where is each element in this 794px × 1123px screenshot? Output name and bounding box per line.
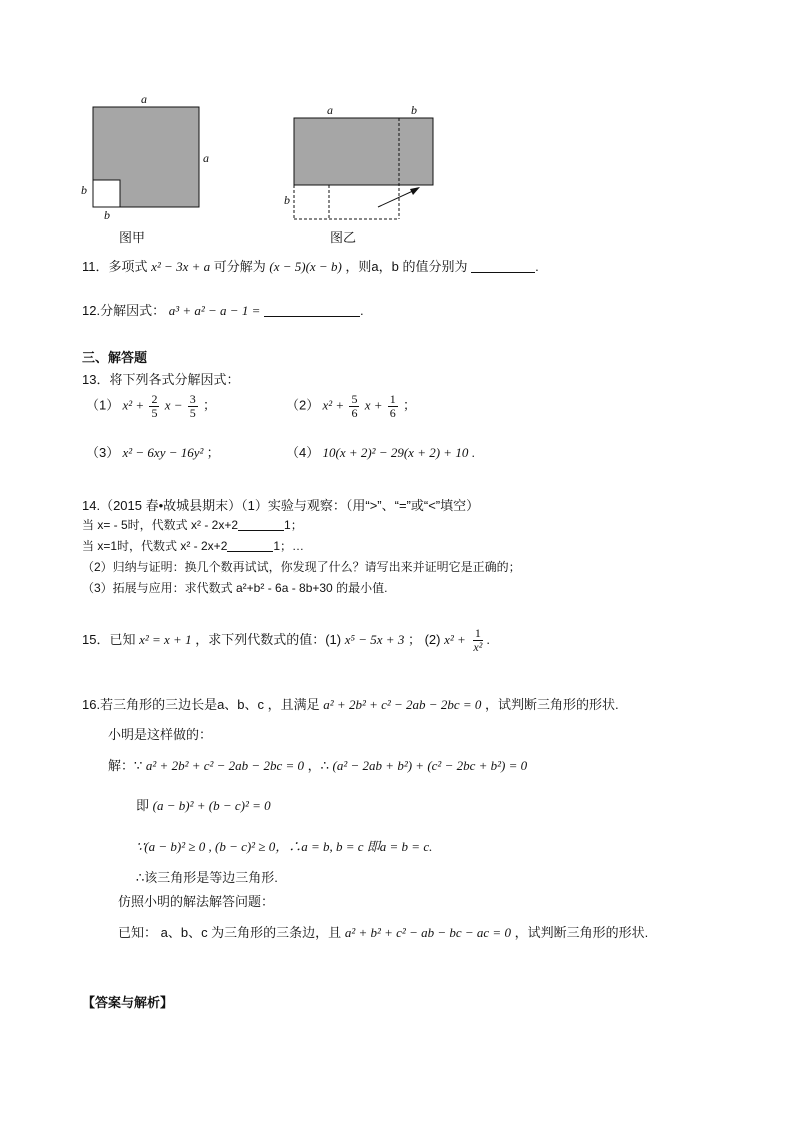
q14-line3-post: 1；… [273, 539, 305, 553]
q13-p1-frac1-num: 2 [151, 392, 158, 406]
q15-prefix: 15．已知 [82, 631, 136, 647]
q11-factors: (x − 5)(x − b) [269, 259, 342, 274]
q16-line2: 小明是这样做的： [108, 727, 213, 742]
q13-p1-pre: x² + [122, 397, 145, 413]
q16-line4-pre: 即 [136, 798, 150, 813]
q13-p2-frac1-num: 5 [351, 392, 358, 406]
fig-yi-top-label-b: b [411, 103, 417, 117]
q16-line1-expr: a² + 2b² + c² − 2ab − 2bc = 0 [323, 697, 482, 712]
q14-line4: （2）归纳与证明：换几个数再试试，你发现了什么？请写出来并证明它是正确的； [82, 560, 521, 574]
q14-line3 [82, 537, 304, 554]
fig-yi-top-label-a: a [327, 103, 333, 117]
question-11 [82, 256, 539, 275]
q16-line3-expr2: (a² − 2ab + b²) + (c² − 2bc + b²) = 0 [332, 758, 528, 773]
q12-prefix: 12.分解因式： [82, 303, 166, 318]
fig-yi-left-label: b [284, 193, 290, 207]
q13-p2-frac2-den: 6 [389, 406, 396, 420]
q13-p1-end: ； [202, 397, 216, 413]
q13-p3-expr: x² − 6xy − 16y² [122, 445, 204, 460]
fig-jia-bottom-label: b [104, 208, 110, 222]
q11-mid: 可分解为 [213, 259, 266, 274]
q16-line1 [82, 694, 619, 713]
q13-p1-frac2-num: 3 [189, 392, 196, 406]
q16-line5-a: ∵(a − b)² ≥ 0 [136, 839, 206, 854]
q14-line1: 14.（2015 春•故城县期末）（1）实验与观察：（用“>”、“=”或“<”填空） [82, 498, 480, 513]
q11-poly: x² − 3x + a [151, 259, 211, 274]
q14-line2-pre: 当 x= - 5时，代数式 x² - 2x+2 [82, 518, 239, 532]
q15-frac-den: x² [473, 640, 483, 654]
fig-yi-arrow-line [378, 190, 415, 207]
fig-jia-top-label: a [141, 92, 147, 106]
q16-line5-b: , (b − c)² ≥ 0，∴a = b, b = c 即a = b = c. [208, 839, 433, 854]
q13-p2-end: ； [402, 397, 416, 413]
q14-line5: （3）拓展与应用：求代数式 a²+b² - 6a - 8b+30 的最小值. [82, 581, 388, 595]
q16-line1-post: ，试判断三角形的形状. [485, 697, 619, 712]
q13-p4-end: . [471, 445, 475, 460]
q13-p1-num: （1） [86, 397, 120, 413]
q16-line3-pre: 解：∵ [108, 758, 143, 773]
q16-line8-expr: a² + b² + c² − ab − bc − ac = 0 [344, 925, 511, 940]
answer-header: 【答案与解析】 [82, 995, 174, 1010]
q13-p3-end: ； [206, 445, 220, 460]
q14-blank-1[interactable] [238, 518, 284, 531]
fig-jia-right-label: a [203, 151, 209, 165]
q13-p4-num: （4） [286, 445, 320, 460]
q16-line8-pre: 已知： a、b、c 为三角形的三条边，且 [118, 925, 342, 940]
fig-jia-caption: 图甲 [119, 230, 146, 245]
q14-line2-post: 1； [284, 518, 303, 532]
q13-p3-num: （3） [86, 445, 120, 460]
q16-line3-mid: ，∴ [307, 758, 329, 773]
fig-yi-rectangle [294, 118, 433, 185]
q13-p2-pre: x² + [322, 397, 345, 413]
q16-line4-expr: (a − b)² + (b − c)² = 0 [152, 798, 271, 813]
q16-line8 [118, 922, 648, 941]
q13-p1-frac2-den: 5 [189, 406, 196, 420]
q13-p2-num: （2） [286, 397, 320, 413]
q13-part1 [86, 393, 216, 420]
figures-svg [0, 0, 794, 260]
q16-line7: 仿照小明的解法解答问题： [118, 894, 275, 909]
q14-blank-2[interactable] [227, 539, 273, 552]
q16-line3 [108, 755, 527, 774]
q16-line1-pre: 16.若三角形的三边长是a、b、c ，且满足 [82, 697, 320, 712]
q15-mid: ，求下列代数式的值：(1) [195, 631, 342, 647]
question-12 [82, 300, 364, 319]
q13-part4 [286, 442, 475, 461]
q13-part3 [86, 442, 220, 461]
q15-end: . [486, 631, 490, 647]
q14-line2 [82, 516, 303, 533]
q13-p2-frac1-den: 6 [351, 406, 358, 420]
q16-line8-post: ，试判断三角形的形状. [514, 925, 649, 940]
q12-end: . [359, 303, 364, 318]
q11-answer-blank[interactable] [471, 260, 535, 273]
question-15 [82, 627, 490, 654]
q14-line3-pre: 当 x=1时，代数式 x² - 2x+2 [82, 539, 228, 553]
q13-p1-frac1-den: 5 [151, 406, 158, 420]
q13-p2-frac2-num: 1 [389, 392, 396, 406]
q16-line4 [136, 795, 271, 814]
q16-line3-expr1: a² + 2b² + c² − 2ab − 2bc = 0 [145, 758, 305, 773]
q11-prefix: 11．多项式 [82, 259, 148, 274]
q15-given: x² = x + 1 [139, 631, 192, 647]
q15-sep: ； (2) [407, 631, 441, 647]
q12-answer-blank[interactable] [264, 304, 360, 317]
q16-line5 [136, 836, 432, 855]
fig-yi-arrow-head [410, 187, 420, 195]
q13-p4-expr: 10(x + 2)² − 29(x + 2) + 10 [322, 445, 469, 460]
q13-p1-mid: x − [164, 397, 183, 413]
fig-jia-left-label: b [81, 183, 87, 197]
fig-yi-caption: 图乙 [330, 230, 357, 245]
q13-intro: 13．将下列各式分解因式： [82, 372, 240, 387]
q15-expr2-pre: x² + [444, 631, 466, 647]
q12-expr: a³ + a² − a − 1 = [168, 303, 261, 318]
fig-jia-small-square [93, 180, 120, 207]
section-title: 三、解答题 [82, 350, 148, 365]
q11-suffix: ，则a，b 的值分别为 [345, 259, 468, 274]
q13-part2 [286, 393, 416, 420]
q16-line6: ∴该三角形是等边三角形. [136, 870, 278, 885]
q11-end: . [535, 259, 539, 274]
q15-expr1: x⁵ − 5x + 3 [344, 631, 405, 647]
q15-frac-num: 1 [474, 626, 481, 640]
q13-p2-mid: x + [364, 397, 383, 413]
